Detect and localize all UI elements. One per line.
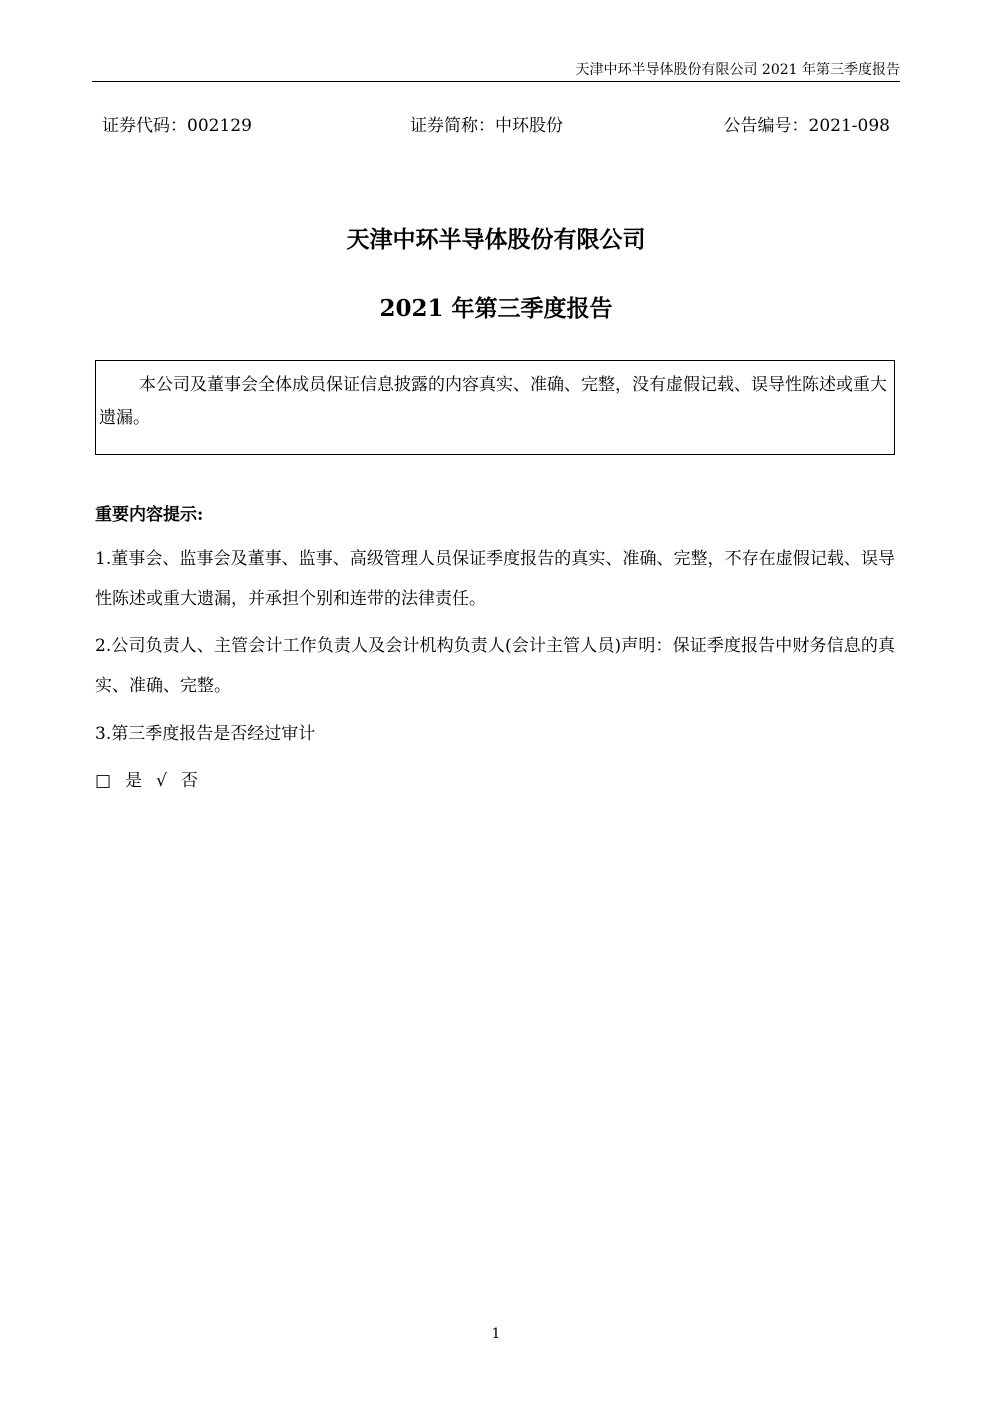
list-item: 3.第三季度报告是否经过审计: [95, 724, 316, 744]
list-item: 2.公司负责人、主管会计工作负责人及会计机构负责人(会计主管人员)声明：保证季度报告中财务信息的真实、准确、完整。: [95, 636, 895, 696]
list-item: 1.董事会、监事会及董事、监事、高级管理人员保证季度报告的真实、准确、完整，不存在虚假记载、误导性陈述或重大遗漏，并承担个别和连带的法律责任。: [95, 549, 895, 609]
audit-options: [95, 768, 212, 794]
notice-text: 本公司及董事会全体成员保证信息披露的内容真实、准确、完整，没有虚假记载、误导性陈述或重大遗漏。: [99, 375, 887, 428]
company-title: 天津中环半导体股份有限公司: [346, 226, 646, 253]
announcement-number: 公告编号：2021-098: [723, 116, 890, 136]
page-number: 1: [491, 1326, 501, 1342]
option-no-label: 否: [180, 771, 198, 791]
checkmark-icon: √: [156, 771, 167, 791]
header-rule: [92, 81, 900, 82]
section-heading: 重要内容提示:: [95, 505, 204, 525]
notice-box: [95, 360, 895, 455]
security-short-name: 证券简称：中环股份: [410, 116, 563, 136]
option-yes-label: 是: [125, 771, 143, 791]
running-header: 天津中环半导体股份有限公司 2021 年第三季度报告: [575, 62, 900, 78]
checkbox-empty-icon: □: [95, 771, 112, 791]
security-code: 证券代码：002129: [102, 116, 252, 136]
report-title: 2021 年第三季度报告: [379, 295, 613, 322]
